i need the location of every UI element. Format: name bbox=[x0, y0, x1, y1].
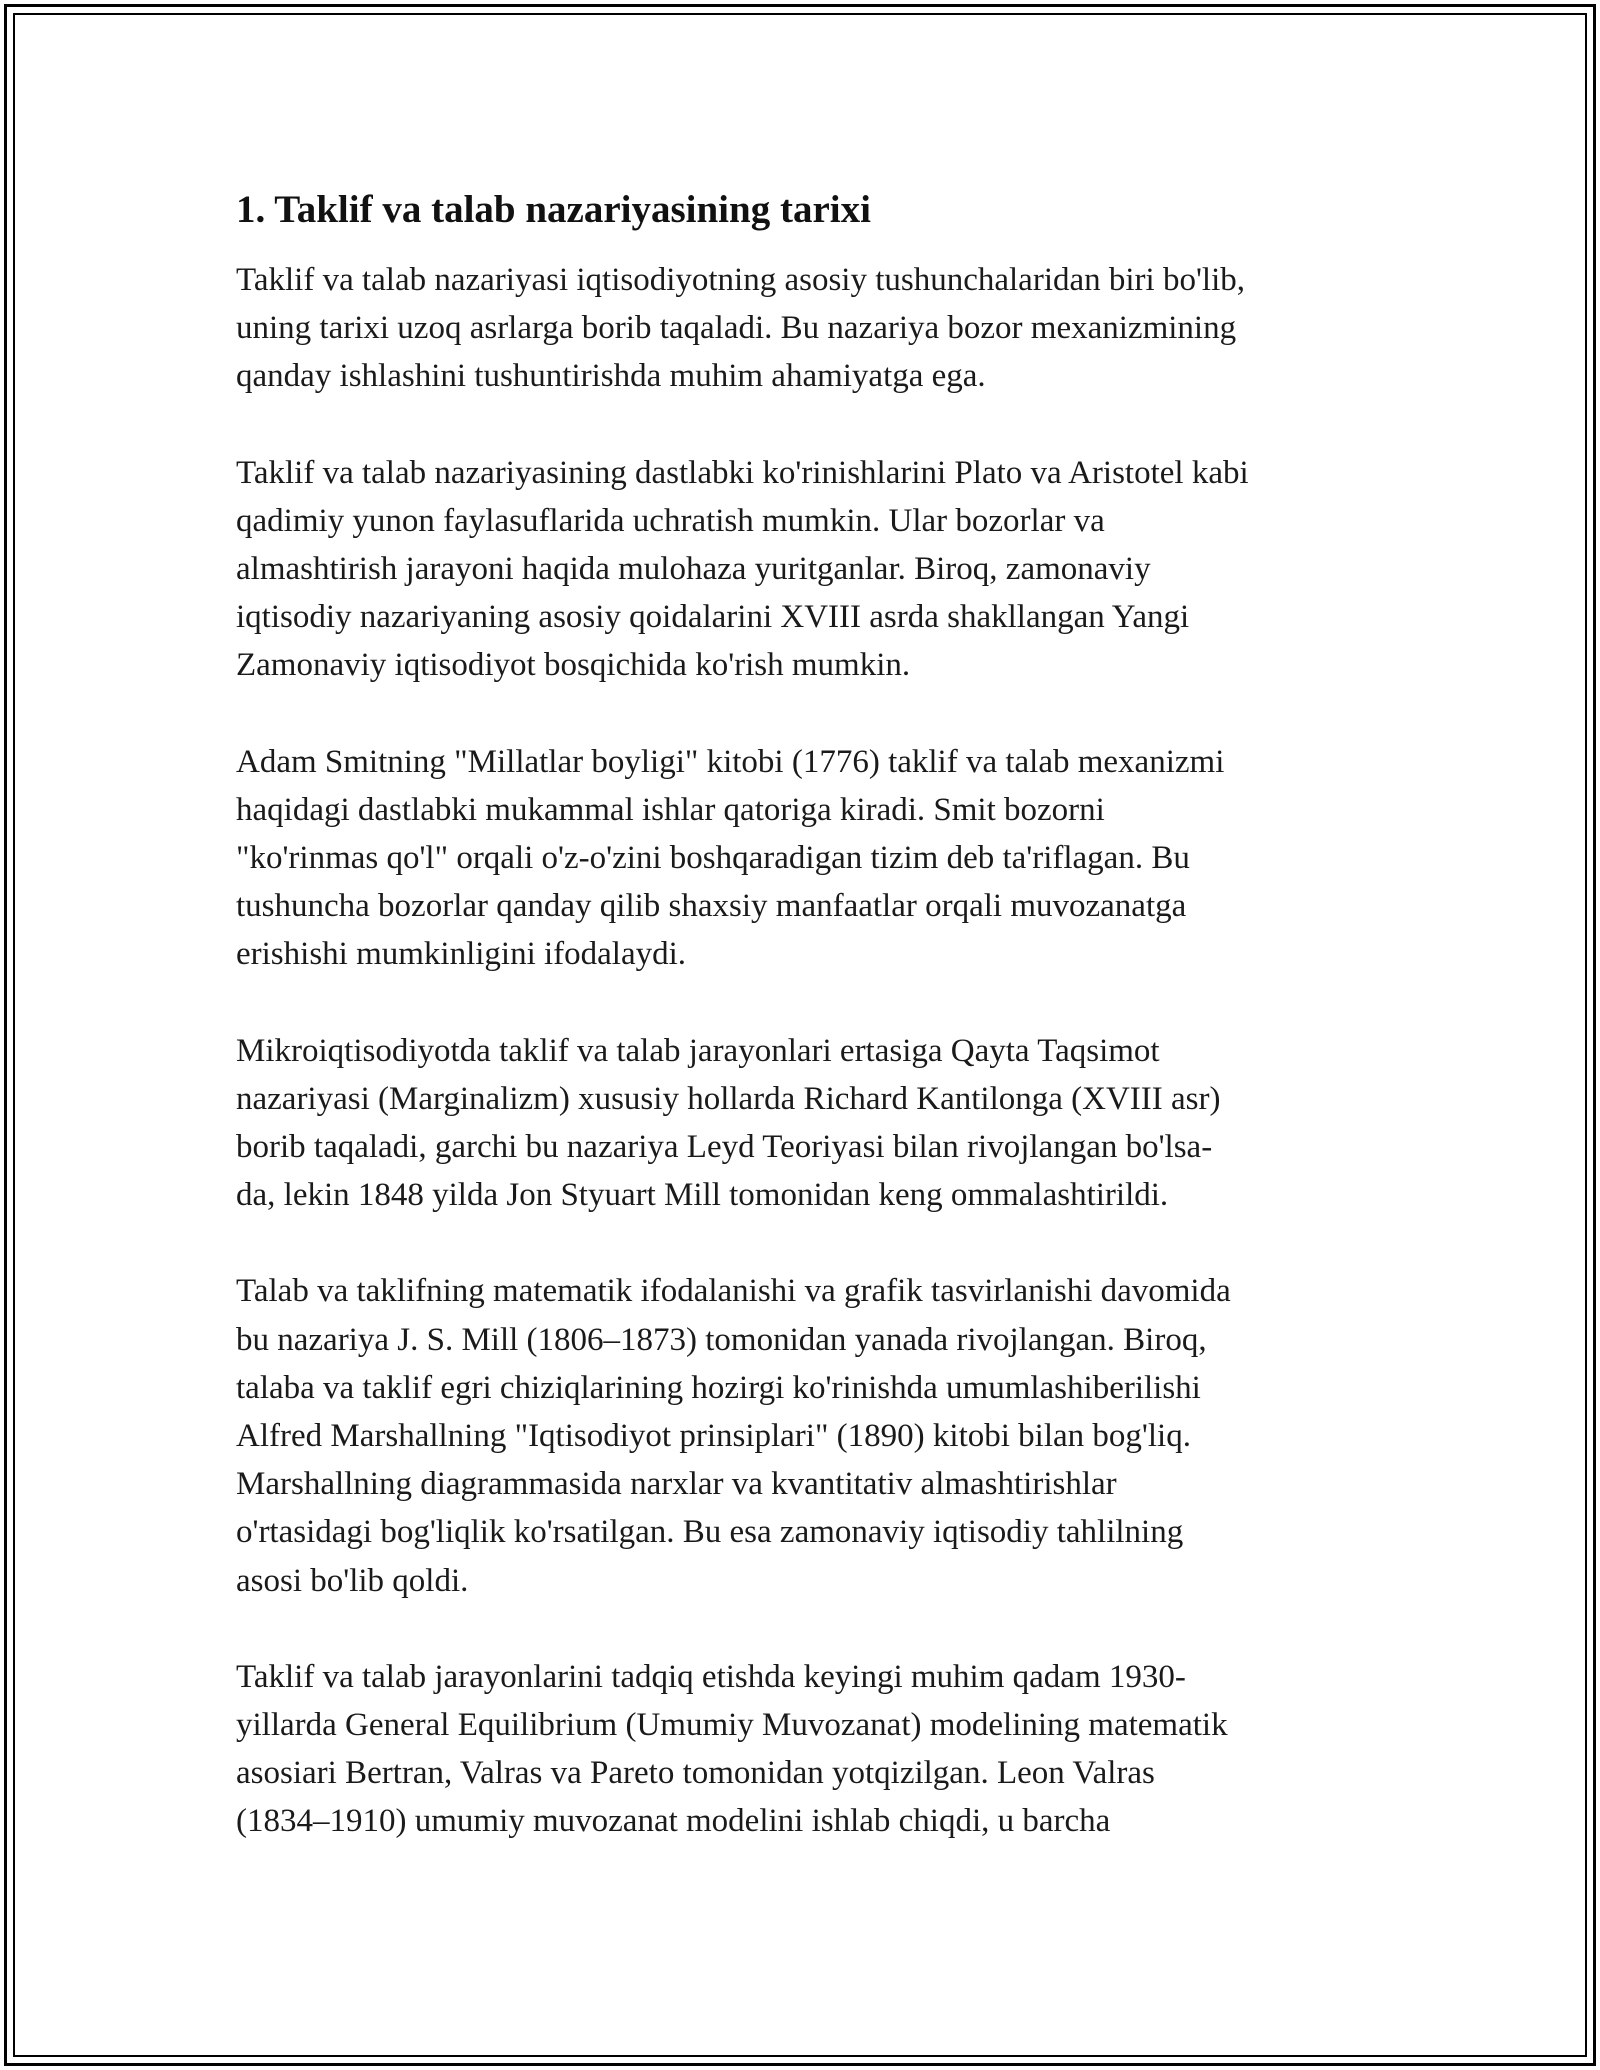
paragraph-5: Talab va taklifning matematik ifodalanishi va grafik tasvirlanishi davomida bu nazariya J. S. Mill (1806–1873) tomonidan yanada rivojlangan. Biroq, talaba va taklif egri chiziqlarining hozirgi ko'rinishda umumlashiberilishi Alfred Marshallning "Iqtisodiyot prinsiplari" (1890) kitobi bilan bog'liq. Marshallning diagrammasida narxlar va kvantitativ almashtirishlar o'rtasidagi bog'liqlik ko'rsatilgan. Bu esa zamonaviy iqtisodiy tahlilning asosi bo'lib qoldi. bbox=[236, 1273, 1231, 1599]
paragraph-6: Taklif va talab jarayonlarini tadqiq etishda keyingi muhim qadam 1930- yillarda General Equilibrium (Umumiy Muvozanat) modelining matematik asosiari Bertran, Valras va Pareto tomonidan yotqizilgan. Leon Valras (1834–1910) umumiy muvozanat modelini ishlab chiqdi, u barcha bbox=[236, 1658, 1228, 1840]
paragraph-4: Mikroiqtisodiyotda taklif va talab jarayonlari ertasiga Qayta Taqsimot nazariyasi (Marginalizm) xususiy hollarda Richard Kantilonga (XVIII asr) borib taqaladi, garchi bu nazariya Leyd Teoriyasi bilan rivojlangan bo'lsa- da, lekin 1848 yilda Jon Styuart Mill tomonidan keng ommalashtirildi. bbox=[236, 1032, 1221, 1214]
section-heading: 1. Taklif va talab nazariyasining tarixi bbox=[236, 188, 871, 231]
paragraph-1: Taklif va talab nazariyasi iqtisodiyotning asosiy tushunchalaridan biri bo'lib, uning tarixi uzoq asrlarga borib taqaladi. Bu nazariya bozor mexanizmining qanday ishlashini tushuntirishda muhim ahamiyatga ega. bbox=[236, 262, 1245, 395]
paragraph-3: Adam Smitning "Millatlar boyligi" kitobi (1776) taklif va talab mexanizmi haqidagi dastlabki mukammal ishlar qatoriga kiradi. Smit bozorni "ko'rinmas qo'l" orqali o'z-o'zini boshqaradigan tizim deb ta'riflagan. Bu tushuncha bozorlar qanday qilib shaxsiy manfaatlar orqali muvozanatga erishishi mumkinligini ifodalaydi. bbox=[236, 743, 1225, 973]
document-body bbox=[236, 186, 1376, 1894]
paragraph-2: Taklif va talab nazariyasining dastlabki ko'rinishlarini Plato va Aristotel kabi qadimiy yunon faylasuflarida uchratish mumkin. Ular bozorlar va almashtirish jarayoni haqida mulohaza yuritganlar. Biroq, zamonaviy iqtisodiy nazariyaning asosiy qoidalarini XVIII asrda shakllangan Yangi Zamonaviy iqtisodiyot bosqichida ko'rish mumkin. bbox=[236, 454, 1249, 684]
